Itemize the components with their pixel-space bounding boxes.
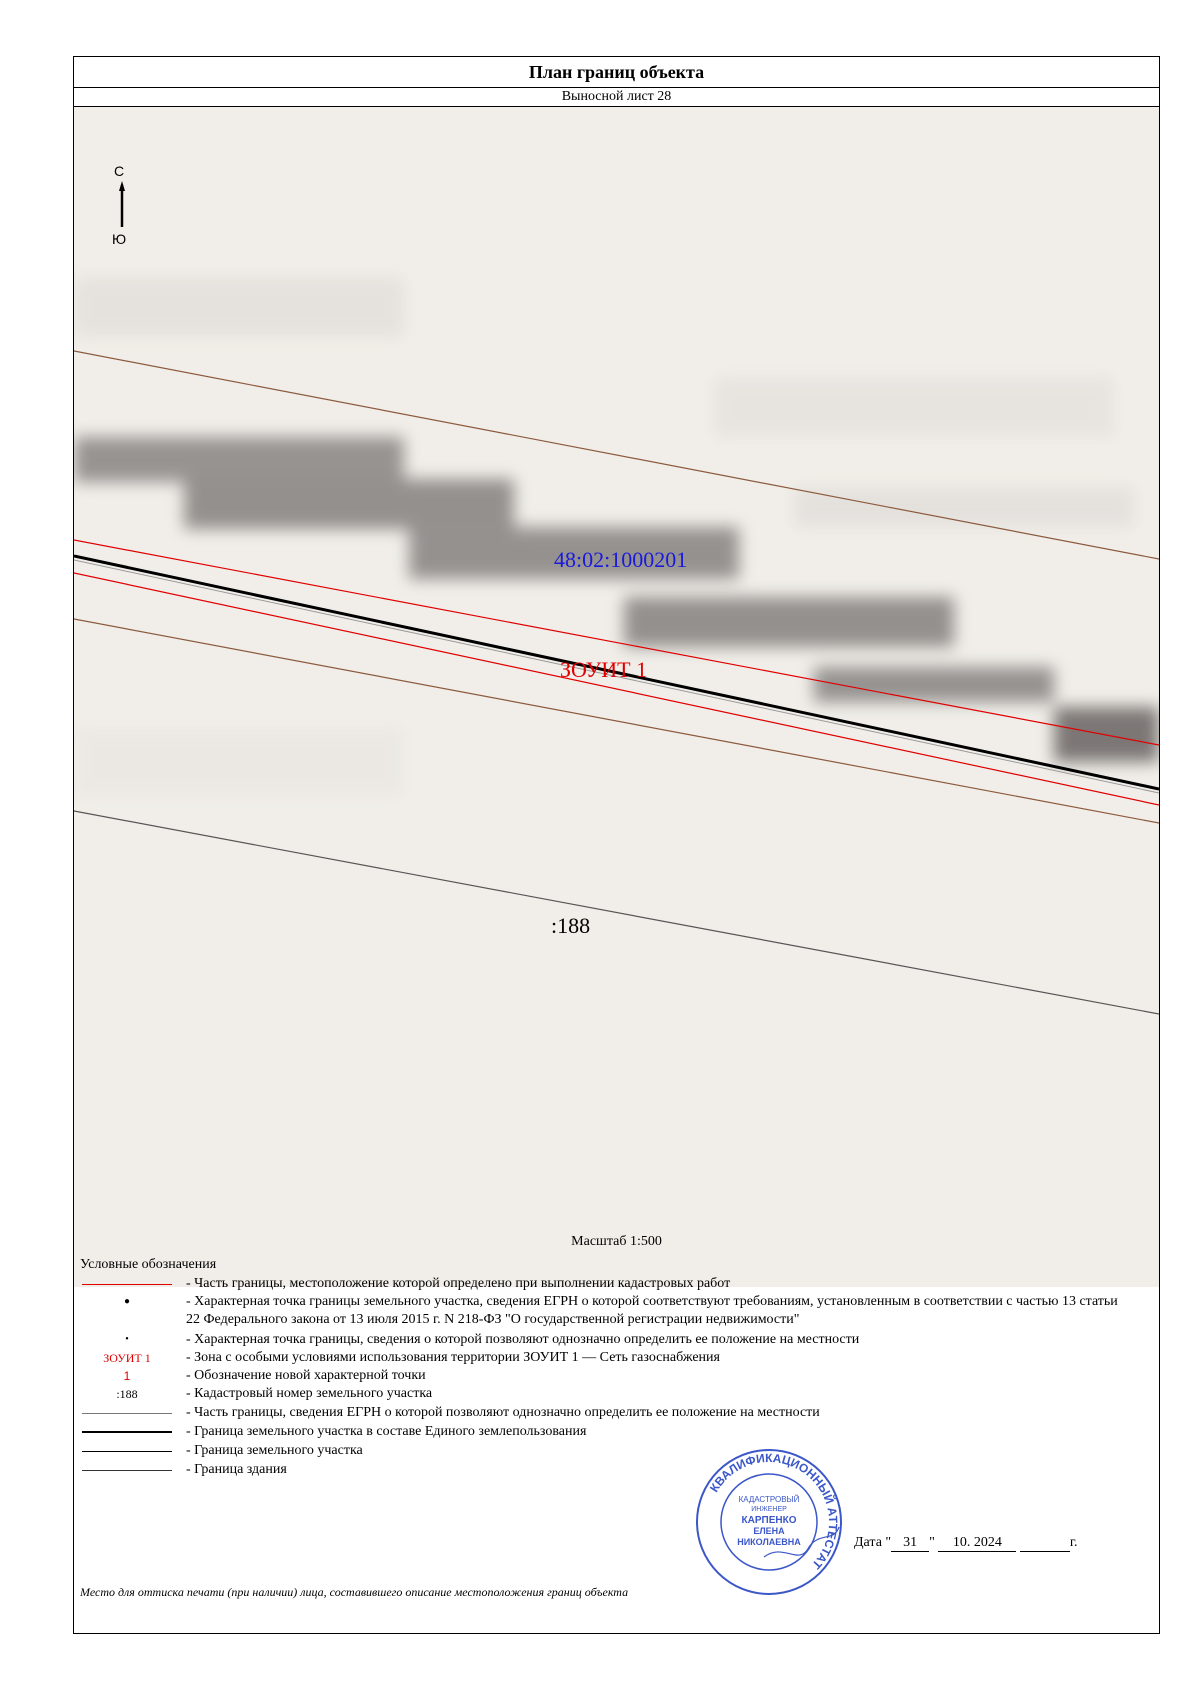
page-title: План границ объекта: [74, 57, 1159, 88]
parcel-number-symbol: :188: [116, 1387, 138, 1401]
scale-label: Масштаб 1:500: [571, 1234, 662, 1249]
date-blank: [1020, 1535, 1070, 1552]
zone-symbol: ЗОУИТ 1: [103, 1351, 151, 1365]
red-line-icon: [82, 1284, 172, 1285]
point-small-icon: •: [125, 1334, 129, 1345]
seal-stamp: [694, 1447, 844, 1597]
stamp-line2: ИНЖЕНЕР: [751, 1506, 787, 1513]
building-line-icon: [82, 1470, 172, 1471]
compass-north: С: [114, 163, 125, 179]
new-point-symbol: 1: [123, 1369, 131, 1383]
black-line-icon: [82, 1451, 172, 1452]
legend-title: Условные обозначения: [80, 1257, 217, 1272]
point-large-icon: ●: [123, 1296, 131, 1307]
grey-line-icon: [82, 1413, 172, 1414]
stamp-line5: НИКОЛАЕВНА: [737, 1537, 801, 1547]
zone-label: ЗОУИТ 1: [560, 657, 648, 682]
page-subtitle: Выносной лист 28: [74, 88, 1159, 107]
parcel-label: :188: [551, 913, 591, 938]
cadastral-block-label: 48:02:1000201: [554, 547, 688, 572]
north-arrow-icon: [119, 181, 125, 227]
stamp-line3: КАРПЕНКО: [741, 1515, 797, 1526]
stamp-line1: КАДАСТРОВЫЙ: [738, 1495, 800, 1504]
black-bold-line-icon: [82, 1431, 172, 1433]
map-area[interactable]: [74, 107, 1159, 1287]
date-line: Дата " 31 " 10. 2024 г.: [854, 1535, 1078, 1550]
date-day: 31: [891, 1535, 929, 1552]
sheet-frame: План границ объекта Выносной лист 28 С Ю 48:02:1000201 ЗОУИТ 1 :188 Масштаб 1:500 Условные обозначения - Часть границы, местоположение которой определено при выполнении кадастровых работ ● - Характерная точка границы земельного участка, сведения ЕГРН о которой соответствуют требованиям, установленным в соответствии с частью 13 статьи 22 Федерального закона от 13 июля 2015 г. N 218-ФЗ "О государственной регистрации недвижимости" • - Характерная точка границы, сведения о которой позволяют однозначно определить ее положение на местности ЗОУИТ 1 - Зона с особыми условиями использования территории ЗОУИТ 1 — Сеть газоснабжения 1 - Обозначение новой характерной точки :188 - Кадастровый номер земельного участка - Часть границы, сведения ЕГРН о которой позволяют однозначно определить ее положение на местности - Граница земельного участка в составе Единого землепользования - Граница земельного участка - Граница здания КВАЛИФИКАЦИОННЫЙ АТТЕСТАТ КАДАСТРОВЫЙ ИНЖЕНЕР КАРПЕНКО ЕЛЕНА НИКОЛАЕВНА Дата " 31 " 10. 2024 г. Место для оттиска печати (при наличии) лица, составившего описание местоположения границ объекта: [73, 56, 1160, 1634]
map-canvas: [74, 107, 1159, 1287]
blurred-imagery: [74, 277, 1159, 797]
parcel-boundary-grey: [74, 811, 1159, 1014]
footnote: Место для оттиска печати (при наличии) лица, составившего описание местоположения границ объекта: [80, 1585, 629, 1599]
stamp-line4: ЕЛЕНА: [753, 1526, 785, 1536]
stamp-ring-text: КВАЛИФИКАЦИОННЫЙ АТТЕСТАТ: [707, 1450, 841, 1572]
date-month-year: 10. 2024: [938, 1535, 1016, 1552]
compass-south: Ю: [112, 231, 127, 247]
